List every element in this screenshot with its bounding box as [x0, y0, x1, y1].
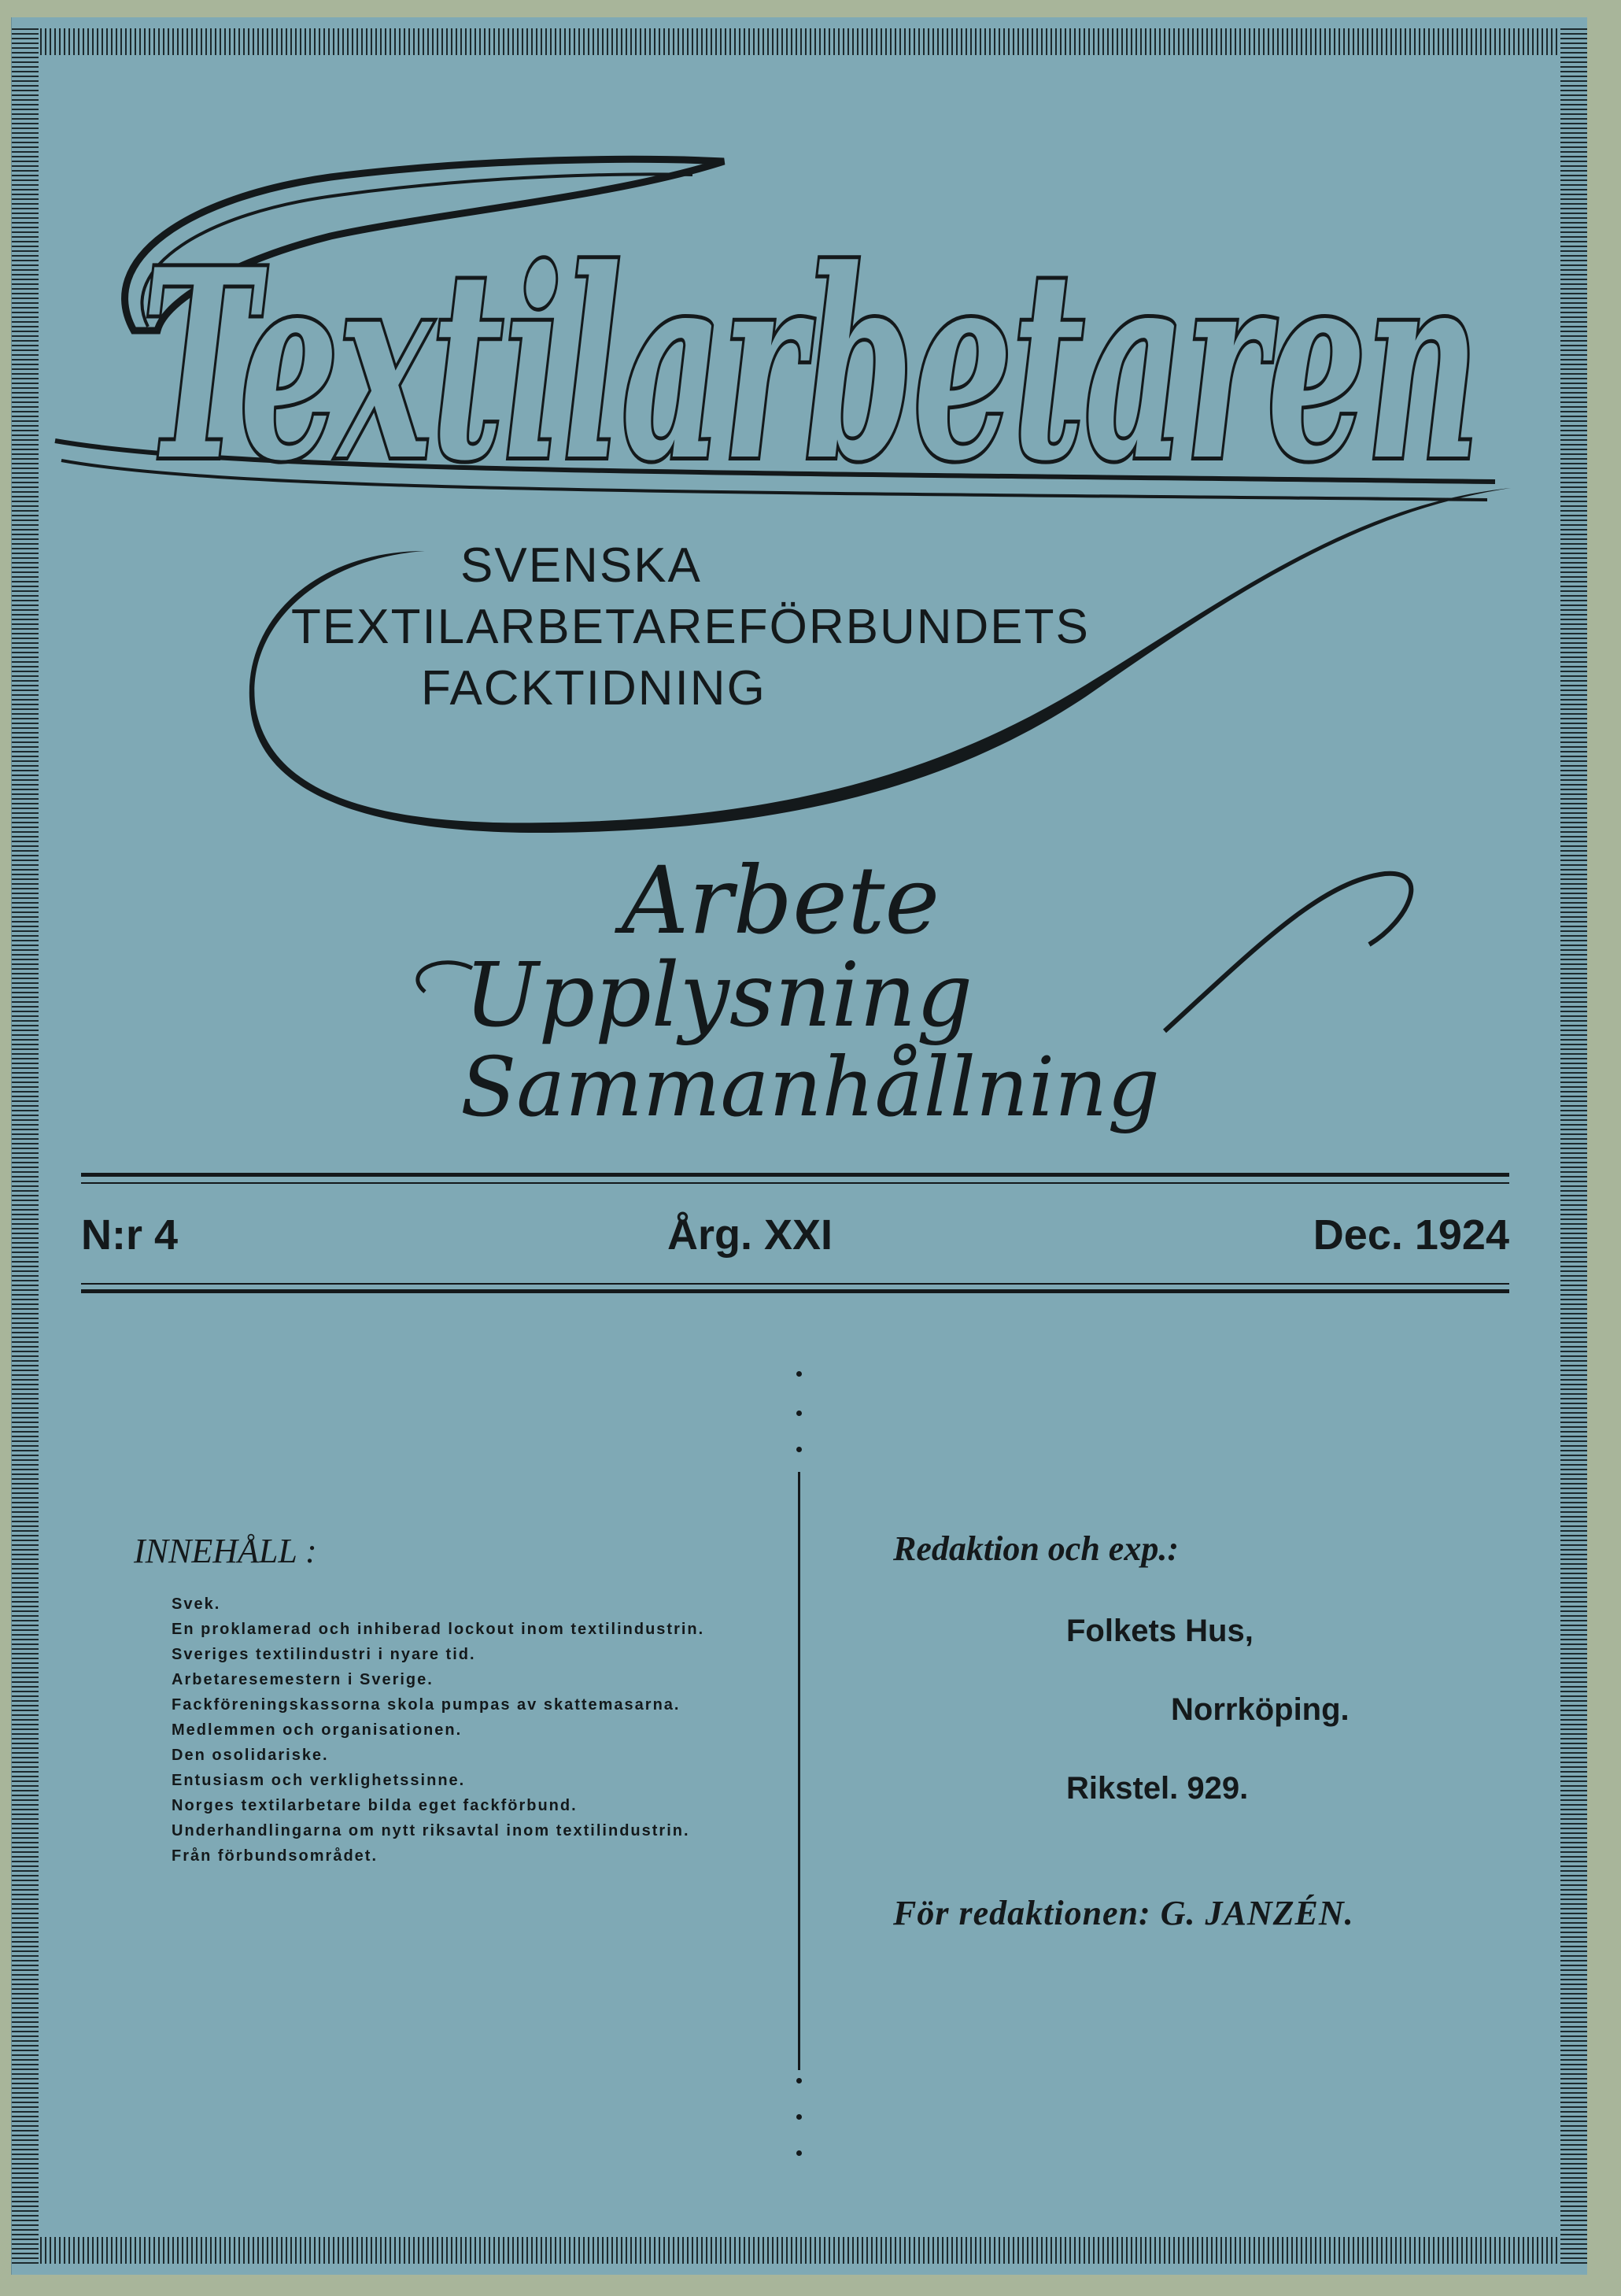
contents-item: Sveriges textilindustri i nyare tid.: [172, 1646, 476, 1663]
divider-dot: [796, 2078, 802, 2083]
issue-info-bar: [81, 1173, 1509, 1299]
motto-swirl: [1165, 874, 1411, 1031]
contents-item: Medlemmen och organisationen.: [172, 1721, 463, 1739]
editorial-heading: Redaktion och exp.:: [893, 1529, 1179, 1568]
subtitle-line: SVENSKA: [460, 538, 702, 593]
divider-dot: [796, 1411, 802, 1416]
contents-item: Norges textilarbetare bilda eget fackförbund.: [172, 1797, 578, 1814]
contents-item: Fackföreningskassorna skola pumpas av skattemasarna.: [172, 1696, 681, 1714]
subtitle-line: TEXTILARBETAREFÖRBUNDETS: [291, 600, 1090, 654]
divider-dot: [796, 1371, 802, 1377]
contents-heading: INNEHÅLL :: [134, 1532, 317, 1570]
contents-item: Arbetaresemestern i Sverige.: [172, 1671, 434, 1688]
masthead-title: Textilarbetaren: [142, 213, 1479, 518]
issue-rule-bottom-thin: [81, 1283, 1509, 1285]
column-divider: [798, 1472, 800, 2070]
contents-item: Entusiasm och verklighetssinne.: [172, 1772, 466, 1789]
issue-rule-bottom: [81, 1289, 1509, 1293]
editorial-address-line: Folkets Hus,: [1066, 1614, 1254, 1648]
editorial-address-line: Norrköping.: [1171, 1692, 1350, 1727]
divider-dot: [796, 2114, 802, 2120]
editor-credit: För redaktionen: G. JANZÉN.: [893, 1894, 1354, 1932]
contents-list: [172, 1592, 758, 1869]
contents-item: En proklamerad och inhiberad lockout inom textilindustrin.: [172, 1621, 705, 1638]
motto-line: Arbete: [622, 846, 940, 955]
issue-rule-top-thin: [81, 1182, 1509, 1184]
subtitle-line: FACKTIDNING: [421, 661, 766, 715]
masthead-subtitle: [291, 535, 1090, 719]
divider-dot: [796, 2150, 802, 2156]
issue-rule-top: [81, 1173, 1509, 1177]
motto-line: Upplysning: [464, 945, 973, 1047]
issue-date: Dec. 1924: [1313, 1211, 1509, 1259]
contents-item: Från förbundsområdet.: [172, 1847, 378, 1865]
issue-volume: Årg. XXI: [667, 1211, 833, 1259]
contents-item: Svek.: [172, 1595, 221, 1613]
contents-item: Underhandlingarna om nytt riksavtal inom textilindustrin.: [172, 1822, 690, 1839]
editorial-phone: Rikstel. 929.: [1066, 1771, 1249, 1806]
divider-dot: [796, 1447, 802, 1452]
issue-number: N:r 4: [81, 1211, 179, 1259]
contents-item: Den osolidariske.: [172, 1747, 329, 1764]
motto-line: Sammanhållning: [460, 1039, 1160, 1135]
